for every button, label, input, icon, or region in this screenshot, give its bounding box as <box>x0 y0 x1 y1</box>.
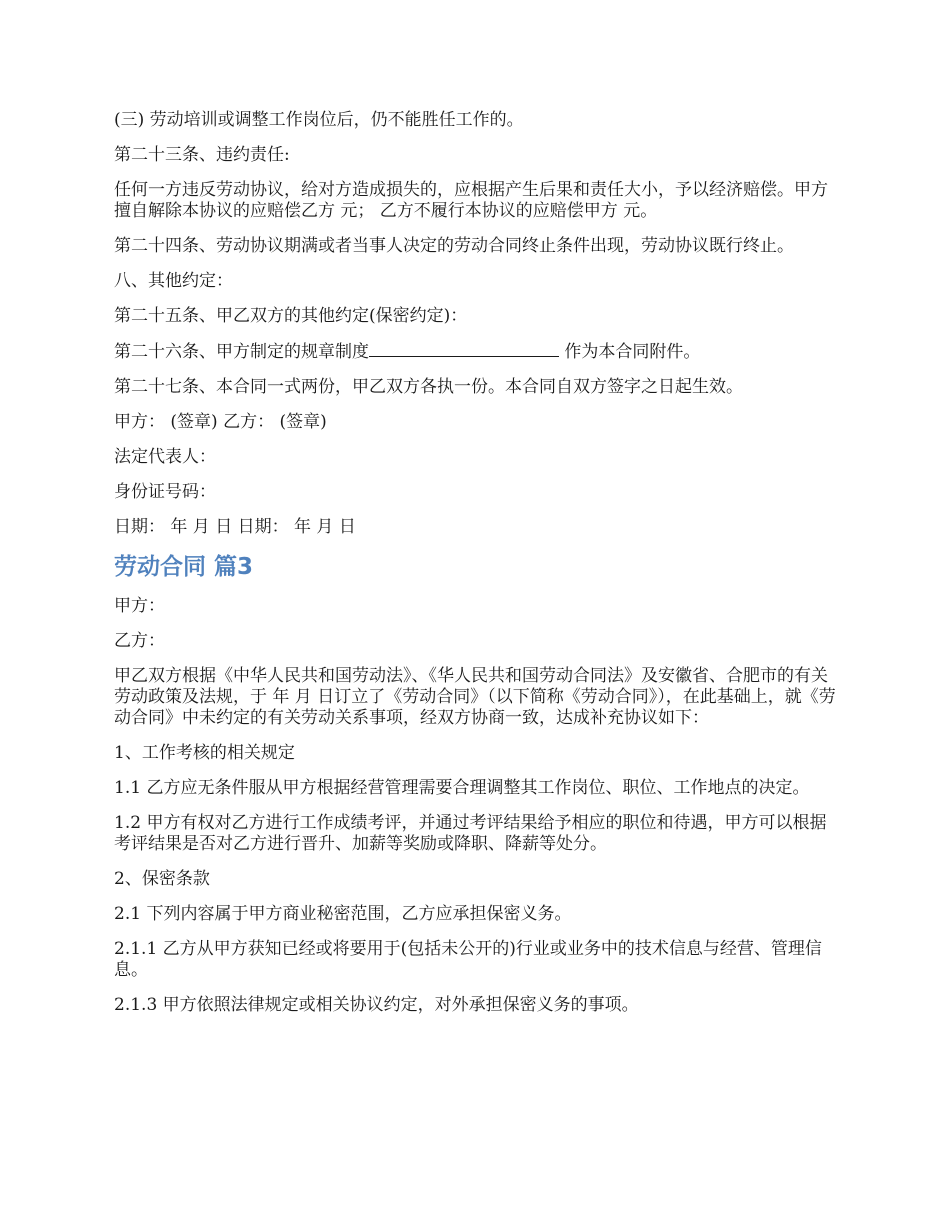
paragraph: 甲乙双方根据《中华人民共和国劳动法》、《华人民共和国劳动合同法》及安徽省、合肥市的有关劳动政策及法规，于 年 月 日订立了《劳动合同》（以下简称《劳动合同》），在此基础上，就《劳动合同》中未约定的有关劳动关系事项，经双方协商一致，达成补充协议如下： <box>114 666 836 728</box>
subsection-title: 1、工作考核的相关规定 <box>114 743 295 763</box>
paragraph: 2.1.3 甲方依照法律规定或相关协议约定，对外承担保密义务的事项。 <box>114 995 639 1015</box>
signature-line: 甲方： (签章) 乙方： (签章) <box>114 412 327 432</box>
clause-26 <box>114 341 840 363</box>
legal-rep-line: 法定代表人： <box>114 447 216 467</box>
paragraph: (三) 劳动培训或调整工作岗位后，仍不能胜任工作的。 <box>114 110 524 130</box>
paragraph: 第二十四条、劳动协议期满或者当事人决定的劳动合同终止条件出现，劳动协议既行终止。 <box>114 236 794 256</box>
clause-26-suffix: 作为本合同附件。 <box>559 342 701 362</box>
paragraph: 1.2 甲方有权对乙方进行工作成绩考评，并通过考评结果给予相应的职位和待遇，甲方可以根据考评结果是否对乙方进行晋升、加薪等奖励或降职、降薪等处分。 <box>114 813 827 854</box>
paragraph: 任何一方违反劳动协议，给对方造成损失的，应根据产生后果和责任大小，予以经济赔偿。甲方擅自解除本协议的应赔偿乙方 元； 乙方不履行本协议的应赔偿甲方 元。 <box>114 180 828 221</box>
paragraph: 2.1.1 乙方从甲方获知已经或将要用于(包括未公开的)行业或业务中的技术信息与经营、管理信息。 <box>114 939 822 980</box>
paragraph: 第二十五条、甲乙双方的其他约定(保密约定)： <box>114 306 468 326</box>
fill-in-blank <box>369 341 559 357</box>
section-heading: 劳动合同 篇3 <box>114 554 254 580</box>
date-line: 日期： 年 月 日 日期： 年 月 日 <box>114 517 356 537</box>
paragraph: 1.1 乙方应无条件服从甲方根据经营管理需要合理调整其工作岗位、职位、工作地点的决定。 <box>114 778 810 798</box>
clause-26-prefix: 第二十六条、甲方制定的规章制度 <box>114 342 369 362</box>
party-a-line: 甲方： <box>114 596 165 616</box>
paragraph: 第二十七条、本合同一式两份，甲乙双方各执一份。本合同自双方签字之日起生效。 <box>114 377 743 397</box>
id-number-line: 身份证号码： <box>114 482 216 502</box>
clause-heading: 第二十三条、违约责任: <box>114 145 290 165</box>
paragraph: 2.1 下列内容属于甲方商业秘密范围，乙方应承担保密义务。 <box>114 904 572 924</box>
subsection-title: 2、保密条款 <box>114 869 210 889</box>
section-label: 八、其他约定： <box>114 271 233 291</box>
party-b-line: 乙方： <box>114 631 165 651</box>
